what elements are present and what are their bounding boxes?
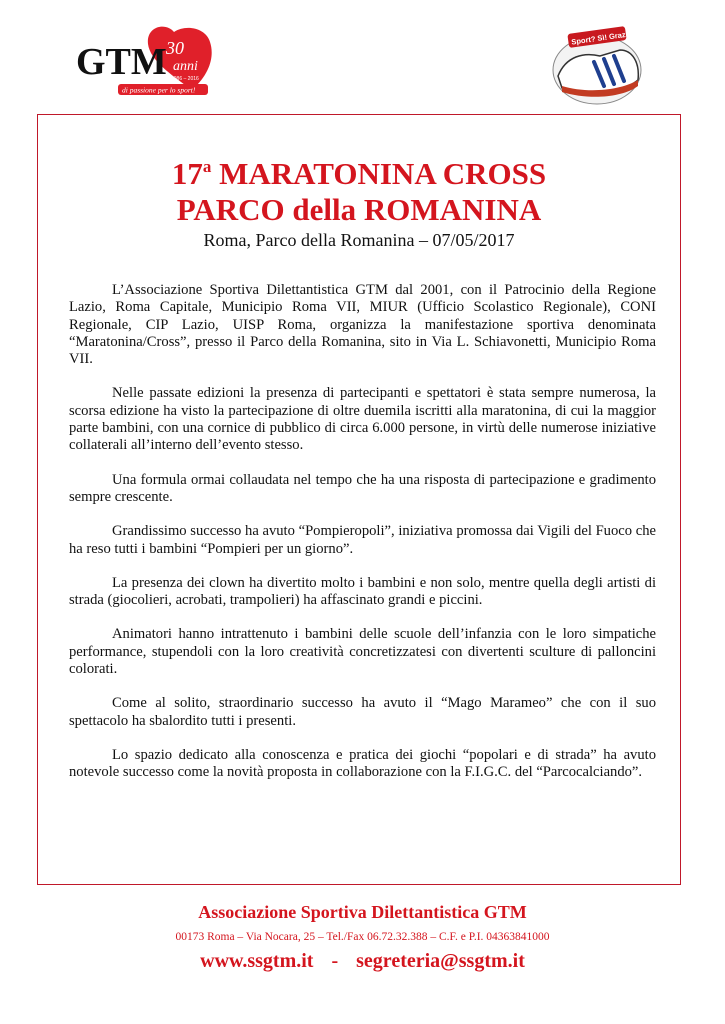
body-text [69,282,656,799]
paragraph-6: Animatori hanno intrattenuto i bambini delle scuole dell’infanzia con le loro simpatiche performance, stupendoli con la loro creatività concretizzatesi con divertenti sculture di palloncini colorati. [69,626,656,678]
edition-ordinal: a [202,157,212,176]
event-name: MARATONINA CROSS [211,156,547,191]
paragraph-8: Lo spazio dedicato alla conoscenza e pratica dei giochi “popolari e di strada” ha avuto notevole successo come la novità proposta in collaborazione con la F.I.G.C. del “Parcocalciando”. [69,746,656,781]
paragraph-4: Grandissimo successo ha avuto “Pompieropoli”, iniziativa promossa dai Vigili del Fuoco che ha reso tutti i bambini “Pompieri per un giorno”. [69,523,656,557]
footer-contacts [0,950,725,973]
paragraph-2: Nelle passate edizioni la presenza di partecipanti e spettatori è stata sempre numerosa, la scorsa edizione ha visto la partecipazione di oltre duemila iscritti alla maratonina, di cui la maggior parte bambini, con una cornice di pubblico di circa 6.000 persone, in virtù delle numerose iniziative collaterali all’interno dell’evento stesso. [69,385,656,454]
website-link[interactable]: www.ssgtm.it [200,950,314,972]
gtm-brand: GTM [76,41,167,83]
footer-address: 00173 Roma – Via Nocara, 25 – Tel./Fax 06.72.32.388 – C.F. e P.I. 04363841000 [175,931,550,943]
event-title [37,156,681,192]
years-range: 1986 – 2016 [171,76,199,82]
badge-text: Sport? Sì! Grazie! [570,28,635,47]
years-number: 30 [166,38,184,58]
footer-organization: Associazione Sportiva Dilettantistica GTM [198,902,527,922]
edition-number: 17 [171,156,203,191]
paragraph-3: Una formula ormai collaudata nel tempo che ha una risposta di partecipazione e gradimento sempre crescente. [69,471,656,505]
paragraph-7: Come al solito, straordinario successo ha avuto il “Mago Marameo” che con il suo spettacolo ha sbalordito tutti i presenti. [69,695,656,729]
paragraph-1: L’Associazione Sportiva Dilettantistica GTM dal 2001, con il Patrocinio della Regione Lazio, Roma Capitale, Municipio Roma VII, MIUR (Ufficio Scolastico Regionale), CONI Regionale, CIP Lazio, UISP Roma, organizza la manifestazione sportiva denominata “Maratonina/Cross”, presso il Parco della Romanina, sito in Via L. Schiavonetti, Municipio Roma VII. [69,282,656,368]
paragraph-5: La presenza dei clown ha divertito molto i bambini e non solo, mentre quella degli artisti di strada (giocolieri, acrobati, trampolieri) ha affascinato grandi e piccini. [69,574,656,609]
gtm-30-anni-logo [74,24,214,100]
email-link[interactable]: segreteria@ssgtm.it [356,950,525,972]
tagline: di passione per lo sport! [122,85,196,95]
event-location-title: PARCO della ROMANINA [176,192,542,227]
sport-si-grazie-logo [548,26,646,108]
years-word: anni [173,59,198,74]
footer-separator: - [331,950,339,972]
event-date-place: Roma, Parco della Romanina – 07/05/2017 [203,230,515,250]
